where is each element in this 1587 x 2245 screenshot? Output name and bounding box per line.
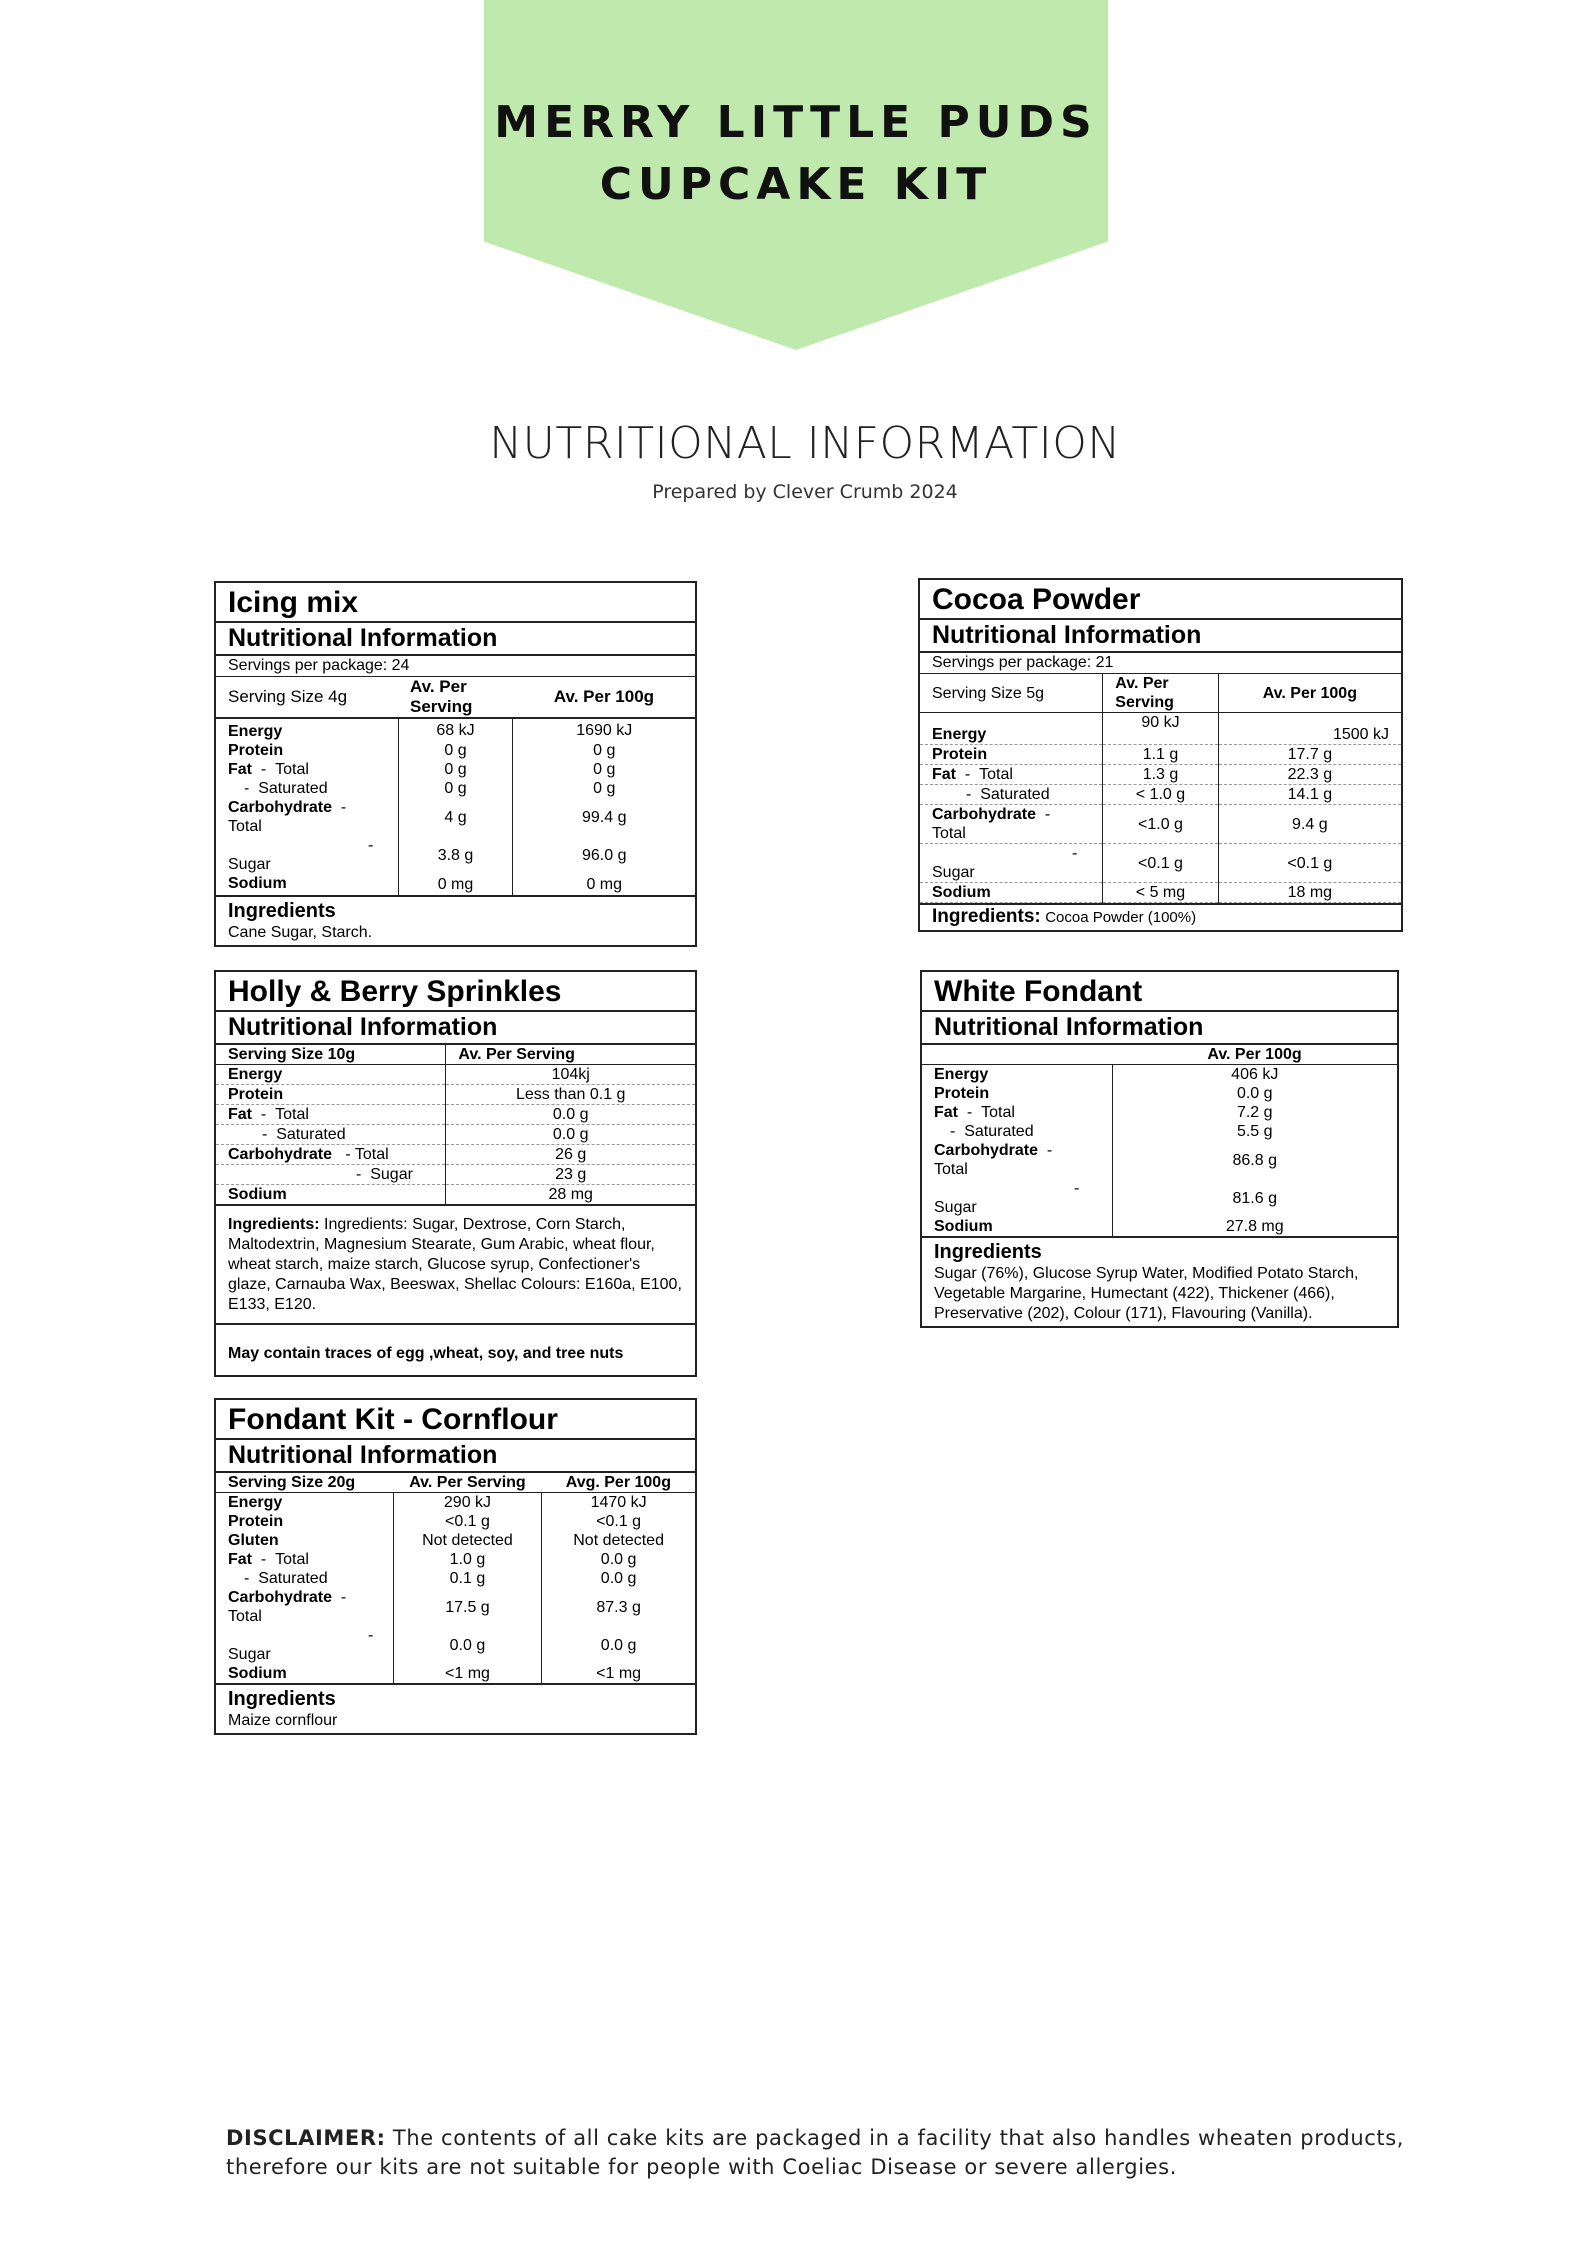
row-label: Sodium [228, 1665, 287, 1682]
col-header: Av. Per Serving [409, 1474, 526, 1491]
row-value: 0.0 g [542, 1626, 695, 1664]
row-label: - Sugar [228, 837, 374, 873]
row-label: Fat - Total [228, 1551, 309, 1568]
col-header: Av. Per Serving [446, 1045, 695, 1065]
row-value: 23 g [446, 1165, 695, 1185]
row-value: 68 kJ [398, 718, 513, 741]
row-label: Sodium [934, 1218, 993, 1235]
row-label: - Saturated [950, 1123, 1034, 1140]
ingredients-title: Ingredients [216, 1683, 695, 1711]
row-label-main: Fat [228, 1551, 252, 1568]
row-label: - Sugar [216, 1165, 446, 1185]
row-label: Protein [920, 745, 1103, 765]
row-value: 17.5 g [393, 1588, 541, 1626]
col-header: Serving Size 4g [228, 687, 348, 706]
row-label-main: Fat [934, 1104, 958, 1121]
ingredients-block [216, 1204, 695, 1323]
row-label-sub: Total [275, 1551, 309, 1568]
row-label-sub: Saturated [276, 1126, 346, 1143]
row-value: 18 mg [1218, 883, 1401, 903]
col-header: Av. Per 100g [1218, 674, 1401, 713]
col-header: Av. Per Serving [1103, 674, 1218, 713]
row-label-sub: Total [228, 818, 262, 835]
row-value: 4 g [398, 798, 513, 836]
row-label-main: Fat [228, 761, 252, 778]
disclaimer-text: The contents of all cake kits are packaged in a facility that also handles wheaten products, therefore our kits are not suitable for people with Coeliac Disease or severe allergies. [226, 2126, 1405, 2179]
row-value: 28 mg [446, 1185, 695, 1205]
row-label: Energy [216, 1065, 446, 1085]
row-label: Carbohydrate - Total [228, 1589, 347, 1625]
row-label: Sodium [920, 883, 1103, 903]
row-label: Fat - Total [216, 1105, 446, 1125]
label-icing-mix [214, 581, 697, 947]
label-title: Cocoa Powder [932, 583, 1141, 616]
col-header: Av. Per 100g [1207, 1046, 1302, 1063]
label-title: Icing mix [228, 586, 359, 619]
row-label: - Sugar [934, 1180, 1080, 1216]
row-label-main: Fat [932, 766, 956, 783]
row-label: Carbohydrate - Total [216, 1145, 446, 1165]
allergen-warning: May contain traces of egg ,wheat, soy, and tree nuts [216, 1323, 695, 1375]
row-value: Not detected [393, 1531, 541, 1550]
row-value: < 1.0 g [1103, 785, 1218, 805]
nutrition-table [216, 1045, 695, 1204]
nutrition-table [216, 677, 695, 895]
disclaimer [226, 2124, 1406, 2182]
label-title: White Fondant [934, 975, 1143, 1008]
row-label: Energy [920, 713, 1103, 745]
row-label-sub: Sugar [932, 864, 975, 881]
row-label-main: Fat [228, 1106, 252, 1123]
row-value: 0 g [398, 779, 513, 798]
nutrition-table [216, 1473, 695, 1683]
row-label-main: Carbohydrate [228, 799, 333, 816]
row-label-sub: Sugar [370, 1166, 413, 1183]
row-label-main: Carbohydrate [934, 1142, 1039, 1159]
row-value: 0.0 g [393, 1626, 541, 1664]
row-value: <1 mg [393, 1664, 541, 1683]
row-value: 0 g [398, 741, 513, 760]
row-label: Sodium [228, 1186, 287, 1203]
row-label-sub: Saturated [258, 780, 328, 797]
ingredients-text: Cane Sugar, Starch. [228, 924, 373, 941]
row-value: 0.1 g [393, 1569, 541, 1588]
row-value: 1.3 g [1103, 765, 1218, 785]
banner-line-1: MERRY LITTLE PUDS [494, 97, 1098, 148]
row-label-sub: Sugar [228, 856, 271, 873]
ingredients-title: Ingredients [216, 895, 695, 923]
row-value: <0.1 g [393, 1512, 541, 1531]
col-header: Av. Per Serving [410, 677, 473, 716]
label-subtitle: Nutritional Information [920, 618, 1401, 653]
ingredients-text: Sugar (76%), Glucose Syrup Water, Modified Potato Starch, Vegetable Margarine, Humectant (422), Thickener (466), Preservative (202), Colour (171), Flavouring (Vanilla). [934, 1265, 1359, 1322]
col-header: Serving Size 5g [932, 684, 1045, 702]
row-value: 22.3 g [1218, 765, 1401, 785]
label-white-fondant [920, 970, 1399, 1328]
row-label-sub: Saturated [980, 786, 1050, 803]
row-value: 99.4 g [513, 798, 695, 836]
row-value: 90 kJ [1103, 713, 1218, 745]
label-subtitle: Nutritional Information [922, 1010, 1397, 1045]
row-value: 1500 kJ [1218, 713, 1401, 745]
label-title: Fondant Kit - Cornflour [228, 1403, 558, 1436]
row-value: 81.6 g [1112, 1179, 1397, 1217]
row-value: 86.8 g [1112, 1141, 1397, 1179]
row-label-sub: Total [934, 1161, 968, 1178]
row-value: 0 g [398, 760, 513, 779]
row-label-sub: Total [228, 1608, 262, 1625]
row-value: 0.0 g [1112, 1084, 1397, 1103]
ingredients-title: Ingredients: [228, 1216, 320, 1233]
label-fondant-kit-cornflour [214, 1398, 697, 1735]
label-subtitle: Nutritional Information [216, 1010, 695, 1045]
ingredients-text: Ingredients: Sugar, Dextrose, Corn Starch, Maltodextrin, Magnesium Stearate, Gum Arabic, wheat flour, wheat starch, maize starch, Glucose syrup, Confectioner's glaze, Carnauba Wax, Beeswax, Shellac Colours: E160a, E100, E133, E120. [228, 1216, 682, 1313]
label-cocoa-powder [918, 578, 1403, 932]
row-label: Carbohydrate - Total [934, 1142, 1053, 1178]
row-value: 3.8 g [398, 836, 513, 874]
row-label: Protein [216, 1085, 446, 1105]
row-label-sub: Saturated [258, 1570, 328, 1587]
row-label-sub: Total [979, 766, 1013, 783]
disclaimer-label: DISCLAIMER: [226, 2126, 386, 2150]
row-value: Less than 0.1 g [446, 1085, 695, 1105]
row-label: - Sugar [920, 844, 1103, 883]
col-header: Avg. Per 100g [565, 1474, 671, 1491]
row-label: - Saturated [244, 1570, 328, 1587]
row-label-sub: Total [275, 1106, 309, 1123]
ingredients-text: Cocoa Powder (100%) [1045, 909, 1197, 926]
row-label: Energy [228, 1494, 283, 1511]
row-label: Fat - Total [920, 765, 1103, 785]
ingredients-line [920, 903, 1401, 930]
page-subtitle: Prepared by Clever Crumb 2024 [652, 481, 958, 503]
row-label-main: Carbohydrate [932, 806, 1037, 823]
row-label: - Saturated [920, 785, 1103, 805]
row-value: 406 kJ [1112, 1065, 1397, 1085]
row-value: 7.2 g [1112, 1103, 1397, 1122]
row-label: Protein [934, 1085, 990, 1102]
row-value: 87.3 g [542, 1588, 695, 1626]
row-label: Fat - Total [228, 761, 309, 778]
row-label-sub: Total [354, 1146, 389, 1163]
row-label: Energy [934, 1066, 989, 1083]
row-label: - Saturated [244, 780, 328, 797]
label-subtitle: Nutritional Information [216, 1438, 695, 1473]
ingredients-text: Maize cornflour [228, 1712, 338, 1729]
row-value: <0.1 g [1103, 844, 1218, 883]
row-value: 0 mg [513, 874, 695, 895]
row-label: Carbohydrate - Total [920, 805, 1103, 844]
row-value: 0.0 g [446, 1105, 695, 1125]
row-value: 0.0 g [542, 1569, 695, 1588]
row-value: 1.1 g [1103, 745, 1218, 765]
row-label: Sodium [228, 875, 287, 892]
row-label: Fat - Total [934, 1104, 1015, 1121]
row-label: Protein [228, 1513, 284, 1530]
banner-title [484, 92, 1108, 216]
row-label: - Saturated [216, 1125, 446, 1145]
row-value: 1690 kJ [513, 718, 695, 741]
row-label: - Sugar [228, 1627, 374, 1663]
row-value: <0.1 g [542, 1512, 695, 1531]
row-label: Energy [228, 723, 283, 740]
row-value: <0.1 g [1218, 844, 1401, 883]
row-value: <1 mg [542, 1664, 695, 1683]
row-value: 27.8 mg [1112, 1217, 1397, 1236]
row-value: 104kj [446, 1065, 695, 1085]
row-value: 290 kJ [393, 1493, 541, 1513]
servings-per-package: Servings per package: 24 [216, 656, 695, 677]
nutrition-table [920, 674, 1401, 903]
row-value: 26 g [446, 1145, 695, 1165]
row-value: 0 mg [398, 874, 513, 895]
row-value: 5.5 g [1112, 1122, 1397, 1141]
label-holly-berry-sprinkles [214, 970, 697, 1377]
ingredients-title: Ingredients [922, 1236, 1397, 1264]
servings-per-package: Servings per package: 21 [920, 653, 1401, 674]
nutrition-table [922, 1045, 1397, 1236]
row-label-main: Carbohydrate [228, 1589, 333, 1606]
col-header-empty [922, 1045, 1112, 1065]
row-value: 0 g [513, 760, 695, 779]
row-value: 9.4 g [1218, 805, 1401, 844]
col-header: Serving Size 10g [228, 1046, 356, 1063]
row-label-main: Carbohydrate [228, 1146, 333, 1163]
col-header: Av. Per 100g [553, 687, 655, 706]
row-label-sub: Total [932, 825, 966, 842]
row-label: Protein [228, 742, 284, 759]
row-label-sub: Total [981, 1104, 1015, 1121]
row-value: Not detected [542, 1531, 695, 1550]
row-value: 0.0 g [542, 1550, 695, 1569]
row-label-sub: Sugar [934, 1199, 977, 1216]
ingredients-title: Ingredients: [932, 906, 1041, 927]
row-value: 96.0 g [513, 836, 695, 874]
page-title: NUTRITIONAL INFORMATION [489, 418, 1121, 469]
label-subtitle: Nutritional Information [216, 621, 695, 656]
row-label-sub: Total [275, 761, 309, 778]
row-value: 17.7 g [1218, 745, 1401, 765]
row-value: < 5 mg [1103, 883, 1218, 903]
label-title: Holly & Berry Sprinkles [228, 975, 562, 1008]
row-value: 0.0 g [446, 1125, 695, 1145]
row-value: 0 g [513, 779, 695, 798]
row-label: Carbohydrate - Total [228, 799, 347, 835]
row-value: 14.1 g [1218, 785, 1401, 805]
row-value: 1.0 g [393, 1550, 541, 1569]
row-label-sub: Sugar [228, 1646, 271, 1663]
row-label-sub: Saturated [964, 1123, 1034, 1140]
row-value: 0 g [513, 741, 695, 760]
col-header: Serving Size 20g [228, 1474, 356, 1491]
row-label: Gluten [228, 1532, 279, 1549]
row-value: <1.0 g [1103, 805, 1218, 844]
row-value: 1470 kJ [542, 1493, 695, 1513]
banner-line-2: CUPCAKE KIT [599, 159, 993, 210]
